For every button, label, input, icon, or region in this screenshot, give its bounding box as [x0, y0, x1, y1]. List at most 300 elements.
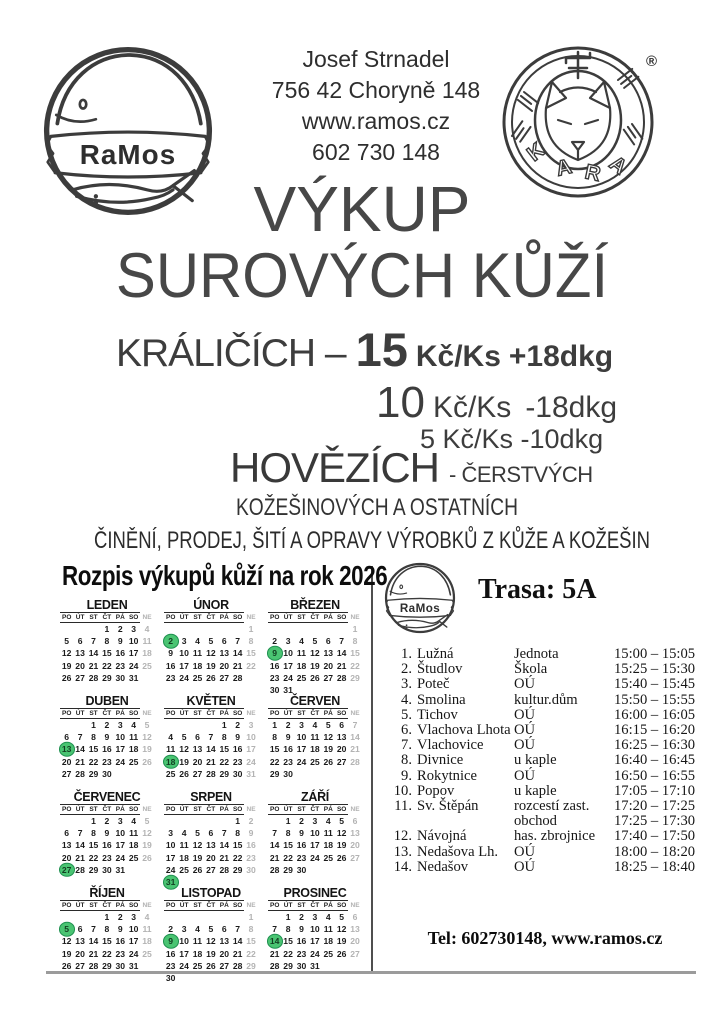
empty-cell [268, 623, 281, 635]
stop-time: 15:00 – 15:05 [614, 646, 696, 662]
empty-cell [231, 623, 244, 635]
calendar-day: 9 [235, 732, 241, 743]
calendar-day: 26 [192, 864, 203, 875]
pickup-day: 13 [61, 744, 72, 755]
calendar-day: 25 [179, 864, 189, 875]
calendar-day: 20 [219, 948, 230, 959]
weekday-label: NE [246, 710, 256, 717]
calendar-title: Rozpis výkupů kůží na rok 2026 [62, 560, 388, 591]
calendar-day: 10 [179, 648, 189, 659]
weekday-label: PO [269, 902, 280, 909]
calendar-day: 25 [128, 852, 139, 863]
calendar-day: 28 [88, 672, 99, 683]
calendar-day: 28 [232, 960, 243, 971]
calendar-day: 24 [115, 852, 126, 863]
month-name: ÚNOR [193, 598, 229, 612]
empty-cell [268, 911, 281, 923]
calendar-day: 17 [179, 948, 189, 959]
calendar-day: 1 [91, 816, 96, 826]
calendar-day: 16 [102, 840, 112, 851]
calendar-day: 27 [192, 768, 203, 779]
calendar-day: 15 [246, 648, 256, 659]
empty-cell [204, 623, 217, 635]
weekday-label: SO [336, 614, 347, 621]
weekday-label: SO [232, 902, 243, 909]
calendar-day: 9 [168, 648, 174, 659]
calendar-day: 19 [142, 840, 152, 851]
month-name: ČERVENEC [73, 790, 141, 804]
empty-cell [204, 815, 217, 827]
calendar-day: 7 [91, 924, 96, 935]
calendar-month [268, 790, 362, 886]
calendar-day: 13 [323, 648, 334, 659]
calendar-day: 16 [283, 744, 293, 755]
stop-place: OÚ [514, 722, 536, 739]
stop-place: OÚ [514, 858, 536, 875]
empty-cell [60, 623, 73, 635]
calendar-day: 10 [246, 732, 256, 743]
calendar-day: 27 [350, 948, 360, 959]
calendar-day: 10 [296, 732, 307, 743]
contact-website: www.ramos.cz [301, 108, 451, 134]
month-name: LEDEN [86, 598, 128, 612]
weekday-label: ÚT [73, 900, 86, 911]
calendar-day: 8 [104, 924, 110, 935]
empty-cell [191, 719, 204, 731]
calendar-day: 18 [296, 660, 307, 671]
calendar-day: 5 [144, 720, 150, 730]
stop-time: 16:50 – 16:55 [614, 767, 696, 784]
stop-place: u kaple [514, 752, 557, 769]
weekday-label: ÚT [73, 804, 86, 815]
calendar-day: 3 [285, 636, 291, 647]
footer-contact: Tel: 602730148, www.ramos.cz [427, 928, 663, 948]
calendar-day: 22 [88, 756, 99, 767]
weekday-label: PO [165, 902, 176, 909]
calendar-day: 29 [102, 672, 112, 683]
calendar-day: 21 [88, 660, 99, 671]
calendar-day: 25 [296, 672, 307, 683]
calendar-day: 17 [296, 744, 307, 755]
weekday-label: SO [336, 710, 347, 717]
calendar-day: 13 [206, 840, 216, 851]
stop-name: Nedašova Lh. [417, 843, 499, 860]
stop-name: Nedašov [417, 858, 469, 875]
weekday-label: ST [87, 708, 100, 719]
services-line: ČINĚNÍ, PRODEJ, ŠITÍ A OPRAVY VÝROBKŮ Z KŮŽE A KOŽEŠIN [94, 527, 650, 554]
weekday-label: PÁ [114, 900, 127, 911]
calendar-day: 15 [219, 744, 230, 755]
calendar-day: 1 [104, 624, 110, 634]
calendar-day: 14 [336, 648, 347, 659]
stop-place: OÚ [514, 767, 536, 784]
empty-cell [60, 719, 73, 731]
calendar-day: 25 [323, 852, 334, 863]
stop-number: 7. [401, 737, 412, 754]
calendar-day: 15 [350, 648, 360, 659]
calendar-day: 15 [102, 936, 112, 947]
calendar-day: 12 [336, 924, 347, 935]
calendar-day: 31 [246, 768, 256, 779]
price1-condition: +18dkg [508, 340, 614, 373]
calendar-day: 22 [283, 852, 293, 863]
calendar-day: 6 [64, 732, 70, 743]
weekday-label: ÚT [177, 612, 190, 623]
empty-cell [73, 815, 86, 827]
empty-cell [177, 911, 190, 923]
calendar-day: 9 [299, 828, 304, 839]
calendar-day: 2 [104, 720, 110, 730]
calendar-day: 25 [192, 960, 203, 971]
stop-name: Vlachovice [417, 737, 484, 754]
calendar-month [164, 886, 258, 982]
main-title-line2: SUROVÝCH KŮŽÍ [115, 241, 609, 311]
beef-label: HOVĚZÍCH [230, 444, 440, 491]
stop-time: 16:00 – 16:05 [614, 706, 696, 723]
contact-block [236, 44, 516, 168]
calendar-day: 14 [88, 936, 99, 947]
calendar-day: 19 [142, 744, 152, 755]
calendar-day: 26 [323, 756, 334, 767]
weekday-label: PÁ [322, 612, 335, 623]
calendar-day: 23 [165, 960, 176, 971]
beef-sub-label: - ČERSTVÝCH [449, 462, 593, 487]
route-stop-list [386, 647, 704, 875]
stop-name: Vlachova Lhota [417, 722, 511, 739]
calendar-day: 11 [323, 828, 333, 839]
price2-unit: Kč/Ks [432, 391, 512, 424]
calendar-day: 11 [129, 828, 139, 839]
weekday-label: SO [128, 710, 139, 717]
calendar-day: 11 [192, 648, 203, 659]
calendar-day: 3 [131, 624, 137, 634]
calendar-day: 5 [144, 816, 150, 826]
calendar-day: 13 [75, 936, 85, 947]
calendar-day: 12 [61, 936, 72, 947]
empty-cell [177, 623, 190, 635]
calendar-day: 18 [323, 840, 334, 851]
stop-number: 14. [393, 858, 412, 875]
month-name: BŘEZEN [290, 598, 340, 612]
calendar-day: 1 [91, 720, 96, 730]
calendar-day: 24 [165, 864, 176, 875]
calendar-day: 18 [323, 936, 334, 947]
stop-time: 17:05 – 17:10 [614, 782, 696, 799]
calendar-day: 6 [64, 828, 70, 839]
kara-letter: K [522, 138, 550, 166]
calendar-day: 20 [350, 936, 360, 947]
route-stop-row [386, 784, 704, 799]
stop-name: Popov [417, 782, 455, 799]
weekday-label: ST [87, 612, 100, 623]
weekday-label: NE [350, 806, 360, 813]
calendar-day: 22 [246, 660, 256, 671]
calendar-day: 29 [283, 960, 293, 971]
calendar-day: 1 [285, 816, 291, 826]
calendar-day: 24 [283, 672, 293, 683]
weekday-label: ČT [204, 900, 217, 911]
weekday-label: SO [128, 614, 139, 621]
calendar-day: 6 [221, 924, 227, 935]
calendar-day: 6 [208, 828, 214, 839]
calendar-day: 16 [246, 840, 256, 851]
calendar-day: 12 [142, 732, 152, 743]
calendar-day: 13 [75, 648, 85, 659]
calendar-day: 7 [91, 636, 96, 647]
calendar-day: 17 [165, 852, 176, 863]
route-stop-row [386, 860, 704, 875]
calendar-day: 11 [296, 648, 307, 659]
calendar-day: 2 [168, 924, 174, 935]
weekday-label: PO [61, 902, 72, 909]
calendar-day: 6 [352, 816, 358, 826]
weekday-label: ČT [100, 708, 113, 719]
price-line-2 [376, 378, 617, 428]
calendar-day: 17 [246, 744, 256, 755]
route-stop-row [386, 647, 704, 662]
weekday-label: ÚT [281, 900, 294, 911]
stop-number: 4. [401, 691, 412, 708]
stop-name: Návojná [417, 828, 467, 845]
calendar-day: 3 [299, 720, 304, 730]
weekday-label: ÚT [281, 804, 294, 815]
calendar-day: 30 [269, 684, 280, 695]
stop-time: 16:40 – 16:45 [614, 752, 696, 769]
stop-time: 16:15 – 16:20 [614, 722, 696, 739]
weekday-label: SO [232, 614, 243, 621]
empty-cell [73, 623, 86, 635]
calendar-day: 1 [104, 912, 110, 922]
calendar-day: 3 [181, 636, 187, 647]
calendar-day: 21 [206, 756, 216, 767]
stop-time: 17:25 – 17:30 [614, 813, 696, 830]
calendar-day: 20 [61, 852, 72, 863]
kara-letter: R [582, 160, 603, 187]
calendar-day: 21 [269, 852, 280, 863]
calendar-day: 12 [323, 732, 334, 743]
calendar-month [268, 598, 362, 694]
calendar-day: 11 [129, 732, 139, 743]
empty-cell [87, 911, 100, 923]
calendar-day: 10 [128, 636, 139, 647]
calendar-day: 29 [88, 768, 99, 779]
calendar-day: 28 [88, 960, 99, 971]
stop-name: Študlov [417, 661, 463, 678]
calendar-day: 27 [75, 960, 85, 971]
calendar-day: 17 [128, 936, 139, 947]
pickup-day: 31 [165, 876, 176, 887]
calendar-day: 24 [128, 660, 139, 671]
calendar-day: 28 [350, 756, 360, 767]
day-grid [164, 623, 258, 684]
calendar-day: 9 [299, 924, 304, 935]
stop-time: 15:50 – 15:55 [614, 691, 696, 708]
weekday-label: NE [350, 614, 360, 621]
weekday-label: PO [61, 614, 72, 621]
month-name: ŘÍJEN [89, 886, 125, 900]
calendar-day: 16 [296, 840, 307, 851]
stop-number: 2. [401, 661, 412, 678]
weekday-header-row [268, 900, 362, 911]
stop-number: 13. [393, 843, 412, 860]
route-stop-row [386, 677, 704, 692]
calendar-day: 10 [115, 732, 126, 743]
calendar-day: 3 [117, 816, 123, 826]
day-grid [268, 719, 362, 780]
weekday-label: ST [87, 804, 100, 815]
calendar-day: 29 [88, 864, 99, 875]
calendar-day: 1 [272, 720, 278, 730]
calendar-day: 13 [192, 744, 203, 755]
weekday-label: ČT [100, 900, 113, 911]
calendar-day: 8 [221, 732, 227, 743]
price2-value: 10 [376, 378, 425, 427]
weekday-label: ČT [204, 804, 217, 815]
stop-place: OÚ [514, 676, 536, 693]
calendar-day: 29 [246, 960, 256, 971]
calendar-day: 2 [299, 912, 304, 922]
calendar-day: 8 [91, 828, 96, 839]
calendar-day: 18 [128, 840, 139, 851]
calendar-day: 24 [310, 852, 320, 863]
calendar-day: 2 [285, 720, 291, 730]
calendar-day: 6 [77, 636, 83, 647]
stop-place: OÚ [514, 706, 536, 723]
calendar-day: 13 [336, 732, 347, 743]
calendar-day: 19 [323, 744, 334, 755]
calendar-month [60, 886, 154, 982]
calendar-day: 8 [248, 924, 254, 935]
weekday-header-row [60, 612, 154, 623]
calendar-day: 8 [352, 636, 358, 647]
stop-time: 17:40 – 17:50 [614, 828, 696, 845]
calendar-day: 15 [283, 840, 293, 851]
calendar-day: 21 [232, 660, 243, 671]
pickup-day: 18 [165, 756, 176, 767]
stop-number: 1. [401, 646, 412, 662]
calendar-day: 8 [91, 732, 96, 743]
calendar-day: 25 [165, 768, 176, 779]
calendar-day: 26 [61, 960, 72, 971]
route-stop-row [386, 708, 704, 723]
calendar-day: 4 [195, 636, 200, 647]
stop-time: 15:25 – 15:30 [614, 661, 696, 678]
stop-number: 9. [401, 767, 412, 784]
calendar-day: 10 [179, 936, 189, 947]
stop-number: 11. [394, 798, 412, 815]
calendar-day: 4 [131, 720, 137, 730]
weekday-label: NE [350, 710, 360, 717]
stop-name: Poteč [417, 676, 450, 693]
weekday-header-row [60, 804, 154, 815]
calendar-day: 23 [115, 948, 126, 959]
pickup-day: 9 [268, 647, 281, 659]
calendar-day: 23 [283, 756, 293, 767]
weekday-label: NE [142, 806, 152, 813]
calendar-day: 19 [206, 948, 216, 959]
calendar-day: 2 [248, 816, 254, 826]
stop-name: Divnice [417, 752, 464, 769]
weekday-label: PO [269, 710, 280, 717]
calendar-day: 3 [181, 924, 187, 935]
calendar-day: 24 [128, 948, 139, 959]
weekday-label: PÁ [218, 612, 231, 623]
calendar-day: 30 [102, 768, 112, 779]
calendar-day: 4 [325, 912, 331, 922]
calendar-day: 29 [219, 768, 230, 779]
calendar-day: 2 [117, 912, 123, 922]
stop-name: Rokytnice [417, 767, 477, 784]
route-stop-row [386, 814, 704, 829]
calendar-day: 18 [192, 948, 203, 959]
empty-cell [164, 719, 177, 731]
calendar-day: 17 [115, 744, 126, 755]
calendar-day: 10 [283, 648, 293, 659]
empty-cell [231, 911, 244, 923]
weekday-label: ST [191, 708, 204, 719]
calendar-day: 27 [219, 672, 230, 683]
calendar-day: 12 [179, 744, 189, 755]
calendar-day: 18 [142, 648, 152, 659]
price1-unit: Kč/Ks [415, 340, 501, 373]
weekday-label: PO [61, 806, 72, 813]
fur-line: KOŽEŠINOVÝCH A OSTATNÍCH [236, 494, 518, 521]
calendar-day: 22 [102, 660, 112, 671]
calendar-day: 20 [75, 948, 85, 959]
calendar-day: 17 [128, 648, 139, 659]
calendar-day: 28 [75, 768, 85, 779]
calendar-day: 6 [325, 636, 331, 647]
calendar-day: 12 [206, 648, 216, 659]
weekday-label: PÁ [218, 900, 231, 911]
calendar-day: 23 [232, 756, 243, 767]
day-grid [60, 815, 154, 876]
calendar-day: 24 [310, 948, 320, 959]
calendar-day: 8 [285, 924, 291, 935]
contact-phone: 602 730 148 [312, 139, 440, 165]
calendar-day: 19 [179, 756, 189, 767]
weekday-label: PÁ [218, 708, 231, 719]
empty-cell [60, 815, 73, 827]
weekday-label: PÁ [114, 612, 127, 623]
contact-address: 756 42 Choryně 148 [271, 77, 481, 103]
stop-name: Lužná [417, 646, 454, 662]
calendar-day: 7 [272, 924, 278, 935]
calendar-day: 7 [208, 732, 214, 743]
price2-condition: -18dkg [525, 391, 618, 424]
weekday-label: NE [142, 710, 152, 717]
weekday-label: SO [128, 806, 139, 813]
weekday-label: PÁ [322, 804, 335, 815]
calendar-day: 6 [339, 720, 345, 730]
calendar-day: 23 [115, 660, 126, 671]
calendar-day: 11 [192, 936, 203, 947]
calendar-day: 30 [115, 672, 126, 683]
calendar-day: 18 [142, 936, 152, 947]
calendar-day: 20 [336, 744, 347, 755]
calendar-day: 21 [336, 660, 347, 671]
stop-number: 6. [401, 722, 412, 739]
calendar-day: 18 [128, 744, 139, 755]
empty-cell [218, 911, 231, 923]
empty-cell [191, 815, 204, 827]
calendar-day: 17 [115, 840, 126, 851]
calendar-day: 14 [350, 732, 360, 743]
empty-cell [191, 623, 204, 635]
calendar-day: 10 [128, 924, 139, 935]
calendar-day: 3 [131, 912, 137, 922]
weekday-label: PÁ [322, 900, 335, 911]
